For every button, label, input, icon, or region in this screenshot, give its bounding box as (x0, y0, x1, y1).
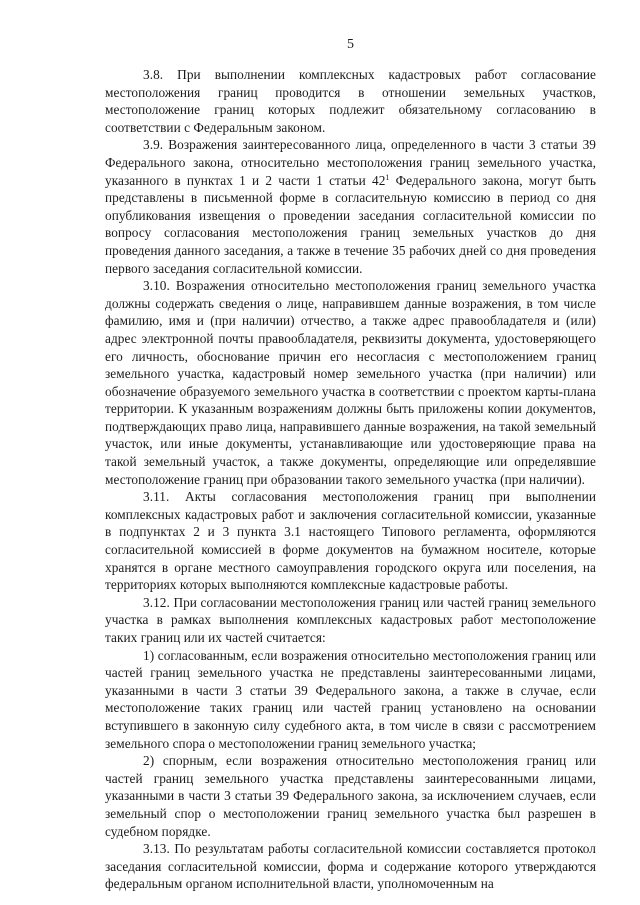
paragraph-3-9-text-cont: Федерального закона, могут быть представлены в письменной форме в согласительную комиссию в период со дня опубликования извещения о проведении заседания согласительной комиссии по вопросу согласования местоположения границ земельных участков до дня проведения данного заседания, а также в течение 35 рабочих дней со дня проведения первого заседания согласительной комиссии. (105, 172, 596, 276)
paragraph-3-13: 3.13. По результатам работы согласительной комиссии составляется протокол заседания согласительной комиссии, форма и содержание которого утверждаются федеральным органом исполнительной власти, уполномоченным на (105, 841, 596, 892)
paragraph-3-11: 3.11. Акты согласования местоположения границ при выполнении комплексных кадастровых работ и заключения согласительной комиссии, указанные в подпунктах 2 и 3 пункта 3.1 настоящего Типового регламента, оформляются согласительной комиссией в форме документов на бумажном носителе, которые хранятся в органе местного самоуправления городского округа или поселения, на территориях которых выполняются комплексные кадастровые работы. (105, 489, 596, 593)
paragraph-3-12-item-2: 2) спорным, если возражения относительно местоположения границ или частей границ земельного участка представлены заинтересованными лицами, указанными в части 3 статьи 39 Федерального закона, за исключением случаев, если земельный спор о местоположении границ земельного участка был разрешен в судебном порядке. (105, 753, 596, 839)
paragraph-3-8: 3.8. При выполнении комплексных кадастровых работ согласование местоположения границ проводится в отношении земельных участков, местоположение границ которых подлежит обязательному согласованию в соответствии с Федеральным законом. (105, 67, 596, 135)
paragraph-3-12-item-1: 1) согласованным, если возражения относительно местоположения границ или частей границ земельного участка не представлены заинтересованными лицами, указанными в части 3 статьи 39 Федерального закона, а также в случае, если местоположение таких границ или частей границ установлено на основании вступившего в законную силу судебного акта, в том числе в связи с рассмотрением земельного спора о местоположении границ земельного участка; (105, 647, 596, 751)
paragraph-3-9-text: 3.9. Возражения заинтересованного лица, определенного в части 3 статьи 39 Федерального закона, относительно местоположения границ земельного участка, указанного в пунктах 1 и 2 части 1 статьи 42 (105, 137, 596, 188)
paragraph-3-9 (105, 136, 596, 277)
document-body (105, 66, 596, 893)
paragraph-3-10: 3.10. Возражения относительно местоположения границ земельного участка должны содержать сведения о лице, направившем данные возражения, в том числе фамилию, имя и (при наличии) отчество, а также адрес правообладателя и (или) адрес электронной почты правообладателя, реквизиты документа, удостоверяющего его личность, обоснование причин его несогласия с местоположением границ земельного участка, кадастровый номер земельного участка (при наличии) или обозначение образуемого земельного участка в соответствии с проектом карты-плана территории. К указанным возражениям должны быть приложены копии документов, подтверждающих право лица, направившего данные возражения, на такой земельный участок, или иные документы, устанавливающие или удостоверяющие права на такой земельный участок, а также документы, определяющие или определявшие местоположение границ при образовании такого земельного участка (при наличии). (105, 278, 596, 487)
page-number: 5 (347, 37, 354, 52)
paragraph-3-12: 3.12. При согласовании местоположения границ или частей границ земельного участка в рамках выполнения комплексных кадастровых работ местоположение таких границ или их частей считается: (105, 594, 596, 645)
superscript-index: 1 (385, 172, 390, 182)
